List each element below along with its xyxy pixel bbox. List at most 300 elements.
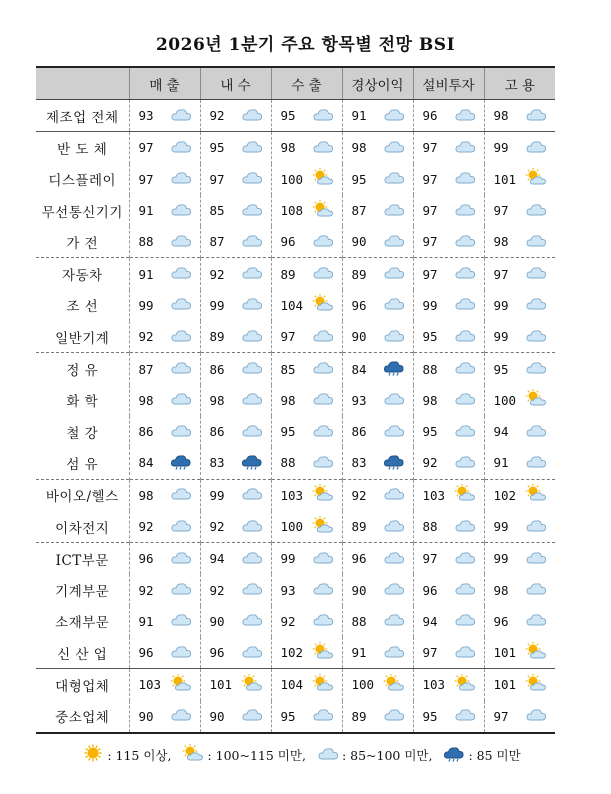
bsi-cell (271, 543, 342, 575)
cloud-icon (170, 294, 192, 316)
bsi-value: 92 (138, 519, 154, 534)
bsi-cell (413, 132, 484, 164)
bsi-value: 89 (209, 329, 225, 345)
partly-sunny-icon (312, 294, 334, 316)
bsi-value: 90 (209, 708, 225, 724)
cloud-icon (170, 484, 192, 506)
bsi-cell (342, 511, 413, 543)
bsi-cell (271, 574, 342, 605)
cloud-icon (383, 484, 405, 506)
bsi-value: 99 (493, 551, 509, 567)
partly-sunny-icon (525, 389, 547, 411)
partly-sunny-icon (312, 200, 334, 222)
table-row (36, 637, 555, 669)
bsi-value: 100 (280, 519, 304, 534)
partly-sunny-icon (454, 674, 476, 696)
bsi-value: 96 (422, 582, 438, 598)
partly-sunny-icon (182, 744, 204, 765)
bsi-value: 86 (351, 424, 367, 440)
bsi-cell (342, 574, 413, 605)
row-label: 이차전지 (55, 520, 110, 537)
column-header: 설비투자 (413, 67, 484, 100)
bsi-cell (129, 100, 200, 132)
cloud-icon (170, 610, 192, 632)
legend-text: : 85~100 미만, (341, 747, 433, 763)
bsi-value: 90 (138, 708, 154, 724)
bsi-value: 94 (209, 551, 225, 567)
bsi-cell (200, 416, 271, 447)
bsi-cell (484, 353, 555, 385)
row-label: 섬 유 (66, 456, 99, 473)
bsi-cell (271, 226, 342, 258)
row-label: 대형업체 (36, 669, 129, 701)
bsi-value: 91 (138, 266, 154, 282)
cloud-icon (454, 105, 476, 127)
bsi-value: 102 (280, 645, 304, 661)
cloud-icon (170, 642, 192, 664)
bsi-cell (413, 100, 484, 132)
row-label: ICT부문 (36, 543, 129, 575)
bsi-cell (129, 164, 200, 195)
bsi-cell (271, 353, 342, 385)
bsi-value: 95 (422, 329, 438, 345)
bsi-cell (200, 226, 271, 258)
cloud-icon (312, 452, 334, 474)
bsi-value: 104 (280, 297, 304, 313)
bsi-value: 103 (280, 487, 304, 503)
bsi-value: 89 (351, 519, 367, 534)
table-row (36, 258, 555, 290)
cloud-icon (312, 610, 334, 632)
partly-sunny-icon (312, 516, 334, 538)
bsi-value: 83 (209, 455, 225, 471)
cloud-icon (170, 358, 192, 380)
bsi-cell (413, 164, 484, 195)
bsi-value: 86 (209, 424, 225, 440)
bsi-cell (342, 226, 413, 258)
bsi-cell (129, 321, 200, 353)
bsi-value: 92 (209, 266, 225, 282)
bsi-value: 95 (422, 424, 438, 440)
column-header: 매 출 (129, 67, 200, 100)
bsi-value: 86 (209, 361, 225, 377)
bsi-cell (413, 353, 484, 385)
bsi-cell (271, 132, 342, 164)
bsi-cell (129, 511, 200, 543)
bsi-cell (484, 416, 555, 447)
bsi-value: 104 (280, 677, 304, 693)
cloud-icon (241, 579, 263, 601)
bsi-value: 97 (280, 329, 296, 345)
bsi-value: 96 (280, 234, 296, 250)
partly-sunny-icon (525, 484, 547, 506)
bsi-cell (271, 100, 342, 132)
row-label: 화 학 (66, 394, 99, 411)
bsi-cell (413, 416, 484, 447)
bsi-value: 97 (493, 708, 509, 724)
cloud-icon (170, 421, 192, 443)
cloud-icon (170, 516, 192, 538)
bsi-cell (413, 637, 484, 669)
cloud-icon (383, 610, 405, 632)
bsi-cell (484, 321, 555, 353)
cloud-icon (383, 579, 405, 601)
cloud-icon (525, 548, 547, 570)
bsi-value: 97 (422, 171, 438, 187)
table-row (36, 543, 555, 575)
cloud-icon (454, 326, 476, 348)
bsi-cell (484, 195, 555, 226)
bsi-cell (200, 290, 271, 321)
cloud-icon (525, 231, 547, 253)
cloud-icon (312, 358, 334, 380)
bsi-value: 97 (422, 140, 438, 156)
cloud-icon (454, 231, 476, 253)
bsi-value: 90 (351, 329, 367, 345)
partly-sunny-icon (170, 674, 192, 696)
cloud-icon (241, 389, 263, 411)
cloud-icon (525, 579, 547, 601)
cloud-icon (241, 548, 263, 570)
bsi-cell (413, 195, 484, 226)
table-row (36, 574, 555, 605)
bsi-cell (129, 637, 200, 669)
bsi-cell (271, 258, 342, 290)
cloud-icon (170, 200, 192, 222)
bsi-value: 103 (422, 677, 446, 693)
bsi-cell (129, 353, 200, 385)
bsi-cell (484, 258, 555, 290)
bsi-value: 88 (351, 613, 367, 629)
cloud-icon (170, 389, 192, 411)
bsi-value: 90 (351, 582, 367, 598)
bsi-cell (271, 447, 342, 479)
bsi-value: 100 (351, 677, 375, 693)
cloud-icon (383, 548, 405, 570)
bsi-value: 96 (209, 645, 225, 661)
bsi-cell (200, 606, 271, 637)
page-title: 2026년 1분기 주요 항목별 전망 BSI (155, 35, 456, 55)
bsi-cell (129, 132, 200, 164)
bsi-cell (413, 226, 484, 258)
bsi-value: 93 (351, 392, 367, 408)
bsi-cell (484, 447, 555, 479)
bsi-value: 89 (351, 708, 367, 724)
cloud-icon (525, 263, 547, 285)
cloud-icon (383, 137, 405, 159)
bsi-value: 99 (493, 329, 509, 345)
row-label: 기계부문 (55, 584, 110, 601)
cloud-icon (383, 421, 405, 443)
rain-icon (241, 452, 263, 474)
bsi-value: 84 (138, 455, 154, 471)
row-label: 반 도 체 (36, 132, 129, 164)
bsi-value: 96 (493, 613, 509, 629)
bsi-value: 85 (280, 361, 296, 377)
table-row (36, 447, 555, 479)
bsi-value: 108 (280, 203, 304, 219)
bsi-value: 92 (138, 582, 154, 598)
cloud-icon (525, 452, 547, 474)
cloud-icon (241, 421, 263, 443)
bsi-value: 84 (351, 361, 367, 377)
cloud-icon (454, 294, 476, 316)
bsi-cell (342, 321, 413, 353)
bsi-value: 88 (138, 234, 154, 250)
cloud-icon (241, 137, 263, 159)
row-label: 중소업체 (36, 701, 129, 733)
bsi-cell (484, 669, 555, 701)
bsi-cell (413, 479, 484, 511)
bsi-value: 97 (422, 645, 438, 661)
bsi-value: 95 (209, 140, 225, 156)
bsi-value: 89 (351, 266, 367, 282)
bsi-value: 97 (138, 140, 154, 156)
cloud-icon (525, 326, 547, 348)
bsi-value: 101 (493, 171, 517, 187)
bsi-value: 97 (493, 266, 509, 282)
bsi-value: 89 (280, 266, 296, 282)
table-row (36, 479, 555, 511)
cloud-icon (454, 516, 476, 538)
cloud-icon (454, 200, 476, 222)
cloud-icon (454, 389, 476, 411)
bsi-value: 85 (209, 203, 225, 219)
cloud-icon (312, 579, 334, 601)
table-row (36, 290, 555, 321)
cloud-icon (241, 642, 263, 664)
partly-sunny-icon (312, 642, 334, 664)
partly-sunny-icon (525, 168, 547, 190)
bsi-value: 98 (422, 392, 438, 408)
legend-text: : 85 미만 (468, 747, 521, 763)
bsi-cell (484, 511, 555, 543)
row-label: 자동차 (36, 258, 129, 290)
cloud-icon (170, 105, 192, 127)
legend-item (82, 744, 171, 765)
bsi-cell (342, 416, 413, 447)
bsi-value: 99 (493, 297, 509, 313)
bsi-cell (342, 543, 413, 575)
bsi-cell (200, 574, 271, 605)
bsi-value: 97 (493, 203, 509, 219)
bsi-cell (413, 543, 484, 575)
cloud-icon (170, 231, 192, 253)
bsi-cell (342, 479, 413, 511)
cloud-icon (241, 105, 263, 127)
bsi-value: 99 (138, 297, 154, 313)
cloud-icon (383, 294, 405, 316)
bsi-value: 95 (493, 361, 509, 377)
bsi-value: 99 (493, 140, 509, 156)
bsi-value: 98 (493, 582, 509, 598)
bsi-cell (484, 226, 555, 258)
bsi-value: 98 (351, 140, 367, 156)
bsi-cell (413, 385, 484, 416)
bsi-value: 95 (280, 108, 296, 124)
cloud-icon (383, 705, 405, 727)
partly-sunny-icon (525, 674, 547, 696)
bsi-value: 98 (138, 392, 154, 408)
cloud-icon (454, 548, 476, 570)
cloud-icon (312, 389, 334, 411)
row-label: 제조업 전체 (46, 109, 119, 126)
cloud-icon (383, 263, 405, 285)
bsi-cell (200, 669, 271, 701)
bsi-cell (271, 669, 342, 701)
bsi-cell (200, 447, 271, 479)
cloud-icon (525, 200, 547, 222)
table-row (36, 511, 555, 543)
bsi-cell (342, 637, 413, 669)
bsi-cell (129, 606, 200, 637)
cloud-icon (454, 137, 476, 159)
cloud-icon (170, 548, 192, 570)
bsi-value: 93 (138, 108, 154, 124)
bsi-cell (484, 637, 555, 669)
table-row (36, 226, 555, 258)
bsi-cell (413, 290, 484, 321)
bsi-value: 98 (493, 108, 509, 124)
bsi-cell (200, 701, 271, 733)
bsi-cell (129, 416, 200, 447)
bsi-cell (271, 321, 342, 353)
bsi-cell (200, 258, 271, 290)
bsi-value: 88 (422, 361, 438, 377)
cloud-icon (454, 579, 476, 601)
bsi-value: 92 (351, 487, 367, 503)
bsi-cell (484, 164, 555, 195)
bsi-cell (129, 543, 200, 575)
bsi-value: 95 (422, 708, 438, 724)
bsi-cell (200, 164, 271, 195)
bsi-value: 92 (138, 329, 154, 345)
bsi-value: 90 (209, 613, 225, 629)
sunny-icon (82, 744, 104, 765)
cloud-icon (312, 263, 334, 285)
row-label: 신 산 업 (57, 646, 108, 663)
cloud-icon (454, 358, 476, 380)
bsi-value: 86 (138, 424, 154, 440)
bsi-value: 87 (351, 203, 367, 219)
cloud-icon (241, 200, 263, 222)
table-row (36, 669, 555, 701)
bsi-value: 87 (209, 234, 225, 250)
cloud-icon (312, 326, 334, 348)
cloud-icon (241, 168, 263, 190)
bsi-cell (129, 447, 200, 479)
bsi-value: 92 (209, 582, 225, 598)
bsi-cell (200, 511, 271, 543)
bsi-value: 99 (209, 487, 225, 503)
bsi-cell (200, 637, 271, 669)
legend-text: : 115 이상, (107, 747, 172, 763)
cloud-icon (525, 421, 547, 443)
cloud-icon (454, 421, 476, 443)
bsi-value: 91 (138, 613, 154, 629)
cloud-icon (525, 516, 547, 538)
bsi-value: 94 (422, 613, 438, 629)
cloud-icon (241, 326, 263, 348)
bsi-value: 88 (422, 519, 438, 534)
bsi-table (36, 66, 555, 734)
rain-icon (170, 452, 192, 474)
cloud-icon (241, 263, 263, 285)
row-label: 디스플레이 (48, 173, 117, 190)
bsi-cell (271, 701, 342, 733)
bsi-value: 95 (280, 708, 296, 724)
table-row (36, 321, 555, 353)
cloud-icon (170, 579, 192, 601)
bsi-cell (200, 479, 271, 511)
bsi-cell (342, 353, 413, 385)
bsi-value: 103 (138, 677, 162, 693)
bsi-cell (271, 606, 342, 637)
bsi-value: 99 (422, 297, 438, 313)
cloud-icon (525, 358, 547, 380)
cloud-icon (525, 137, 547, 159)
cloud-icon (454, 263, 476, 285)
bsi-value: 95 (351, 171, 367, 187)
partly-sunny-icon (312, 674, 334, 696)
row-label: 일반기계 (55, 330, 110, 347)
header-row (36, 67, 555, 100)
bsi-value: 92 (209, 519, 225, 534)
rain-icon (383, 358, 405, 380)
column-header: 고 용 (484, 67, 555, 100)
cloud-icon (383, 105, 405, 127)
bsi-value: 100 (280, 171, 304, 187)
bsi-cell (200, 132, 271, 164)
bsi-value: 98 (138, 487, 154, 503)
cloud-icon (241, 516, 263, 538)
bsi-value: 101 (209, 677, 233, 693)
bsi-cell (129, 669, 200, 701)
cloud-icon (454, 452, 476, 474)
bsi-cell (271, 195, 342, 226)
cloud-icon (241, 705, 263, 727)
partly-sunny-icon (241, 674, 263, 696)
cloud-icon (170, 705, 192, 727)
cloud-icon (312, 421, 334, 443)
bsi-value: 98 (280, 392, 296, 408)
cloud-icon (241, 358, 263, 380)
bsi-cell (342, 385, 413, 416)
bsi-cell (271, 637, 342, 669)
cloud-icon (241, 610, 263, 632)
cloud-icon (241, 231, 263, 253)
bsi-cell (484, 606, 555, 637)
cloud-icon (454, 610, 476, 632)
bsi-value: 101 (493, 645, 517, 661)
partly-sunny-icon (383, 674, 405, 696)
bsi-cell (484, 385, 555, 416)
table-row (36, 100, 555, 132)
row-label: 바이오/헬스 (36, 479, 129, 511)
bsi-cell (413, 574, 484, 605)
cloud-icon (454, 705, 476, 727)
bsi-value: 99 (493, 519, 509, 534)
table-row (36, 606, 555, 637)
bsi-value: 90 (351, 234, 367, 250)
table-row (36, 385, 555, 416)
bsi-value: 99 (280, 551, 296, 567)
bsi-value: 98 (280, 140, 296, 156)
cloud-icon (312, 137, 334, 159)
bsi-value: 100 (493, 392, 517, 408)
bsi-value: 99 (209, 297, 225, 313)
table-row (36, 164, 555, 195)
